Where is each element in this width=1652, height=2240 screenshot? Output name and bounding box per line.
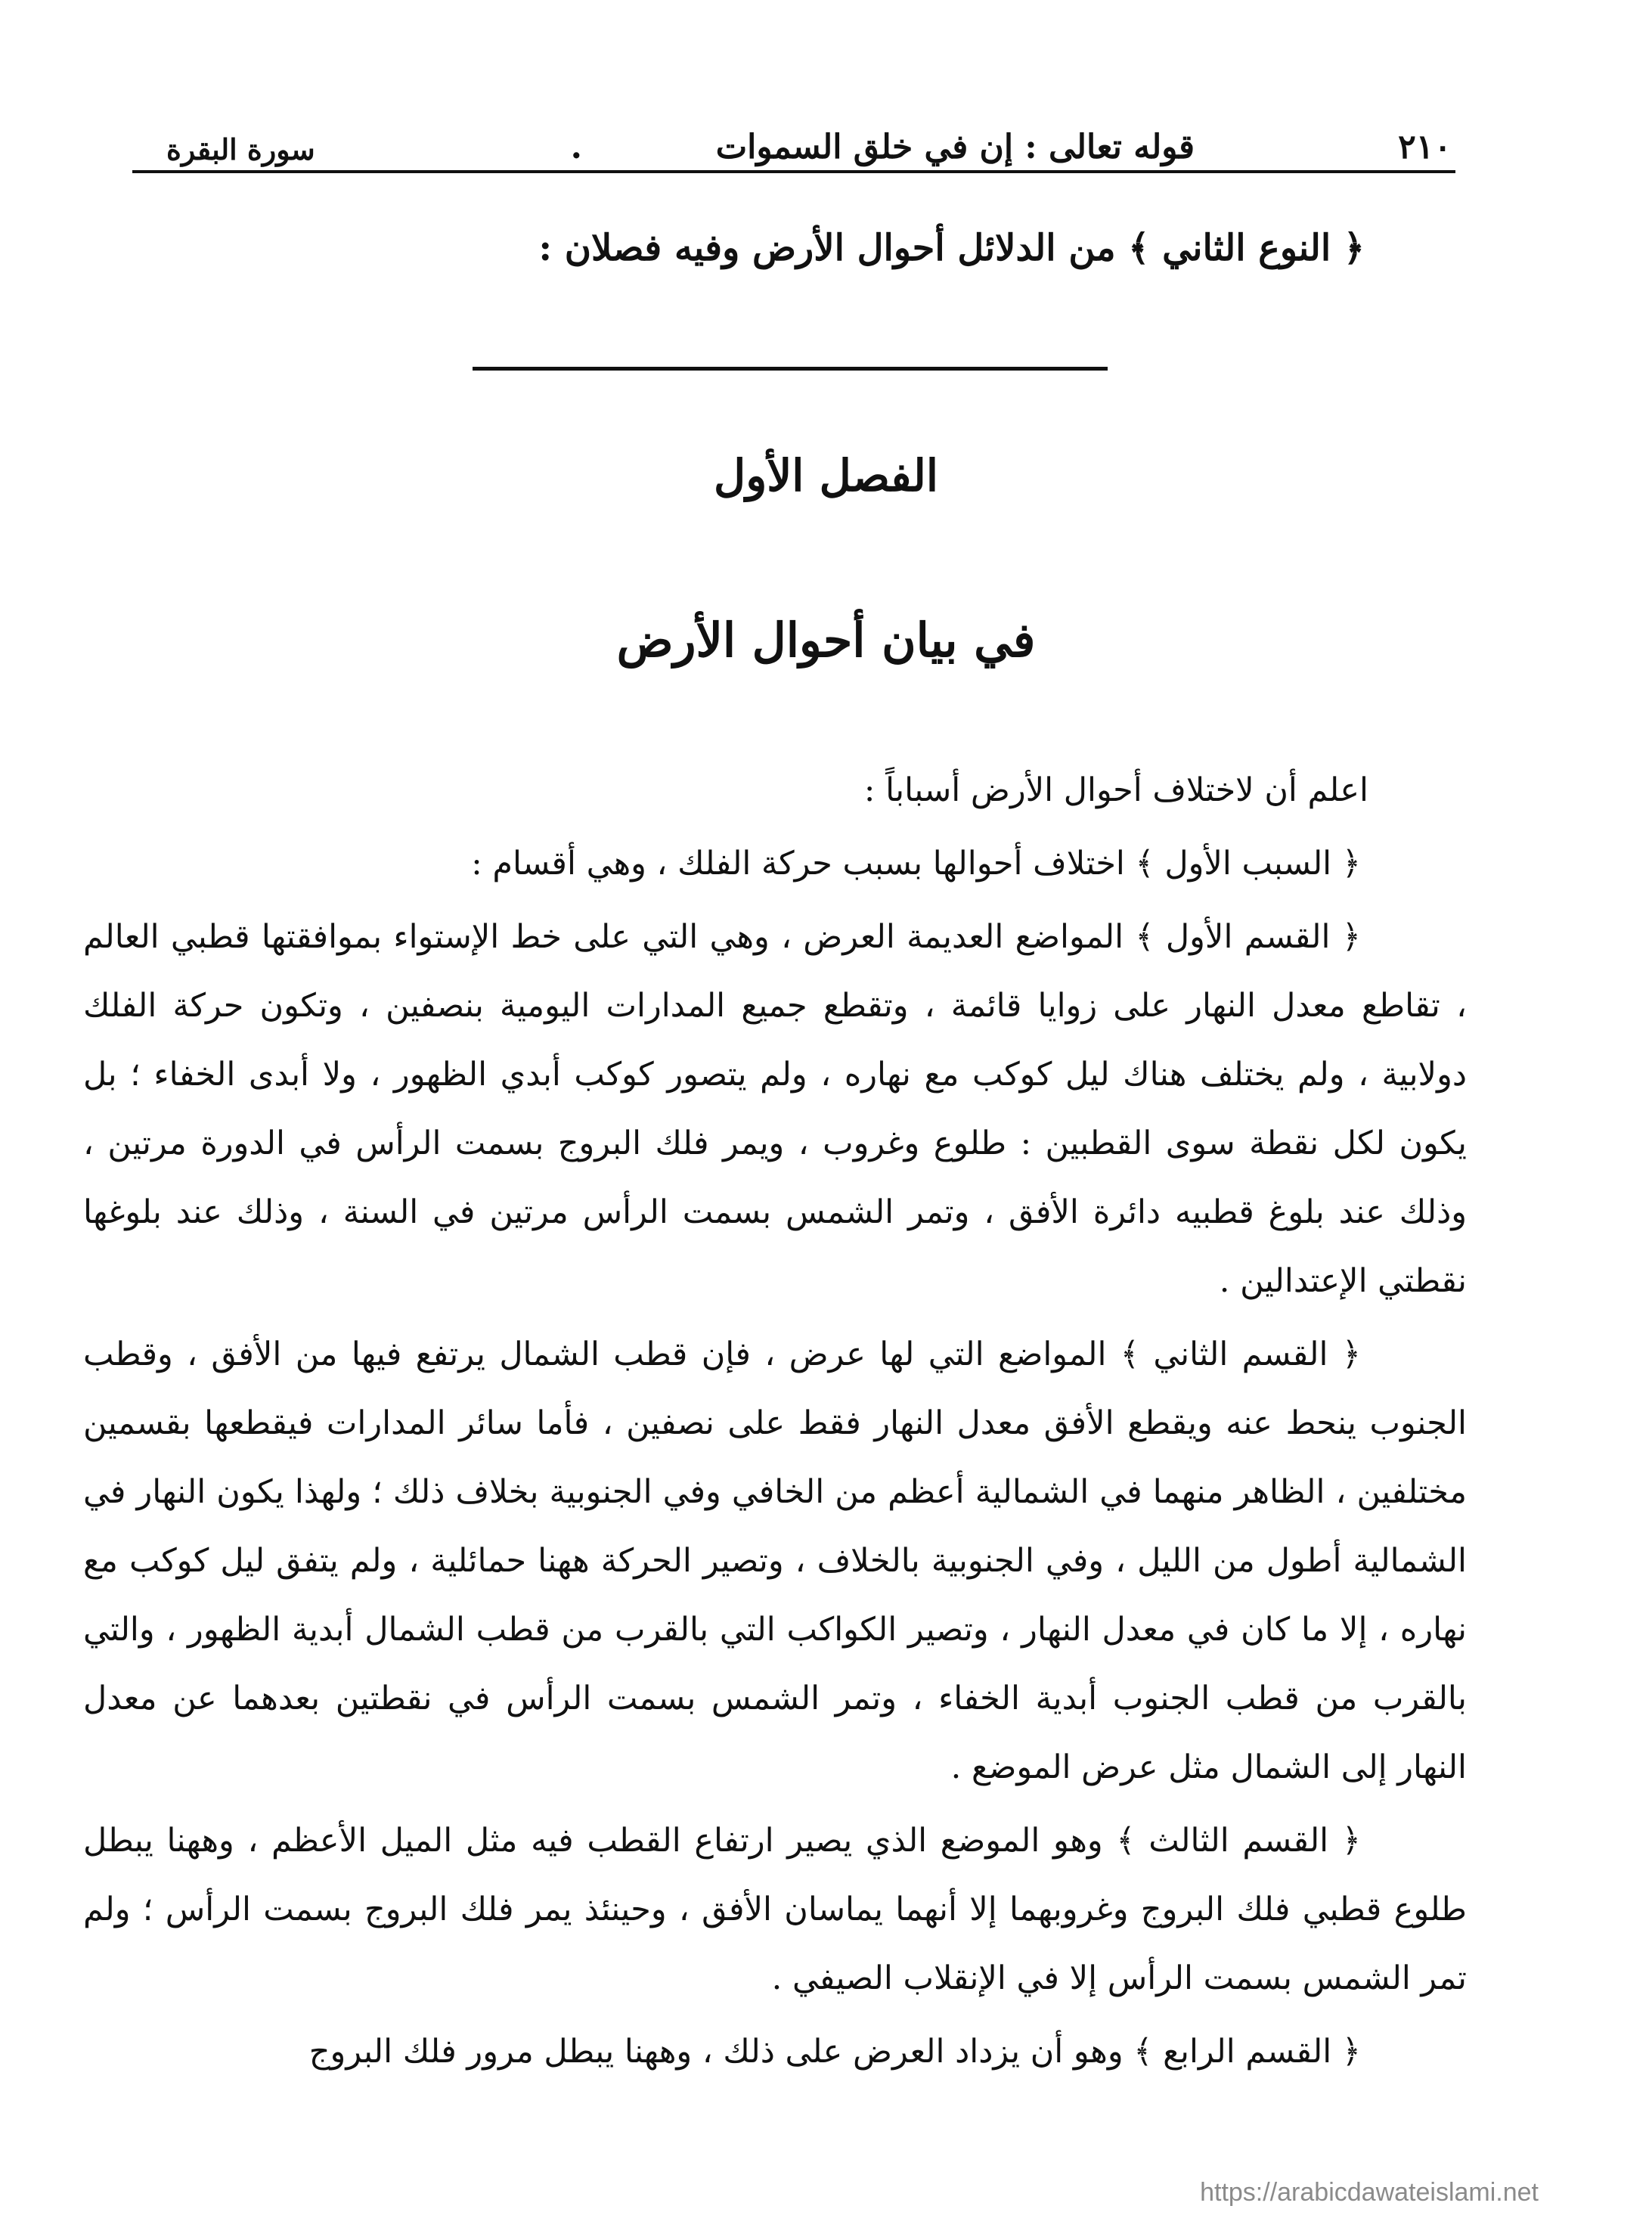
- header-rule: [132, 170, 1455, 173]
- qism-4-paragraph: ﴿ القسم الرابع ﴾ وهو أن يزداد العرض على ذلك ، وههنا يبطل مرور فلك البروج: [308, 2033, 1361, 2071]
- qism-3-paragraph: ﴿ القسم الثالث ﴾ وهو الموضع الذي يصير ارتفاع القطب فيه مثل الميل الأعظم ، وههنا يبطل طلوع قطبي فلك البروج وغروبهما إلا أنهما يماسان الأفق ، وحينئذ يمر فلك البروج بسمت الرأس ؛ ولم تمر الشمس بسمت الرأس إلا في الإنقلاب الصيفي .: [83, 1822, 1468, 1997]
- chapter-subtitle: في بيان أحوال الأرض: [616, 613, 1036, 668]
- source-watermark[interactable]: https://arabicdawateislami.net: [1200, 2178, 1539, 2207]
- body-text: [83, 756, 1467, 2091]
- qism-1-paragraph: ﴿ القسم الأول ﴾ المواضع العديمة العرض ، وهي التي على خط الإستواء بموافقتها قطبي العالم ، تقاطع معدل النهار على زوايا قائمة ، وتقطع جميع المدارات اليومية بنصفين ، وتكون حركة الفلك دولابية ، ولم يختلف هناك ليل كوكب مع نهاره ، ولم يتصور كوكب أبدي الظهور ، ولا أبدى الخفاء ؛ بل يكون لكل نقطة سوى القطبين : طلوع وغروب ، ويمر فلك البروج بسمت الرأس في الدورة مرتين ، وذلك عند بلوغ قطبيه دائرة الأفق ، وتمر الشمس بسمت الرأس مرتين في السنة ، وذلك عند بلوغها نقطتي الإعتدالين .: [83, 918, 1467, 1300]
- chapter-title: الفصل الأول: [714, 450, 938, 501]
- intro-paragraph: اعلم أن لاختلاف أحوال الأرض أسباباً :: [863, 771, 1368, 809]
- qism-2-paragraph: ﴿ القسم الثاني ﴾ المواضع التي لها عرض ، فإن قطب الشمال يرتفع فيها من الأفق ، وقطب الجنوب ينحط عنه ويقطع الأفق معدل النهار فقط على نصفين ، فأما سائر المدارات فيقطعها بقسمين مختلفين ، الظاهر منهما في الشمالية أعظم من الخافي وفي الجنوبية بخلاف ذلك ؛ ولهذا يكون النهار في الشمالية أطول من الليل ، وفي الجنوبية بالخلاف ، وتصير الحركة ههنا حمائلية ، ولم يتفق ليل كوكب مع نهاره ، إلا ما كان في معدل النهار ، وتصير الكواكب التي بالقرب من قطب الشمال أبدية الظهور ، والتي بالقرب من قطب الجنوب أبدية الخفاء ، وتمر الشمس بسمت الرأس في نقطتين بعدهما عن معدل النهار إلى الشمال مثل عرض الموضع .: [83, 1336, 1467, 1786]
- section-divider: [473, 367, 1108, 371]
- page-number: ٢١٠: [1398, 128, 1452, 166]
- section-heading: ﴿ النوع الثاني ﴾ من الدلائل أحوال الأرض وفيه فصلان :: [538, 227, 1365, 269]
- sebab-1-paragraph: ﴿ السبب الأول ﴾ اختلاف أحوالها بسبب حركة الفلك ، وهي أقسام :: [471, 845, 1361, 883]
- running-head-title: قوله تعالى : إن في خلق السموات: [715, 128, 1195, 166]
- running-head-surah: سورة البقرة: [166, 132, 315, 166]
- running-head: [136, 113, 1452, 166]
- running-head-separator: .: [570, 128, 582, 166]
